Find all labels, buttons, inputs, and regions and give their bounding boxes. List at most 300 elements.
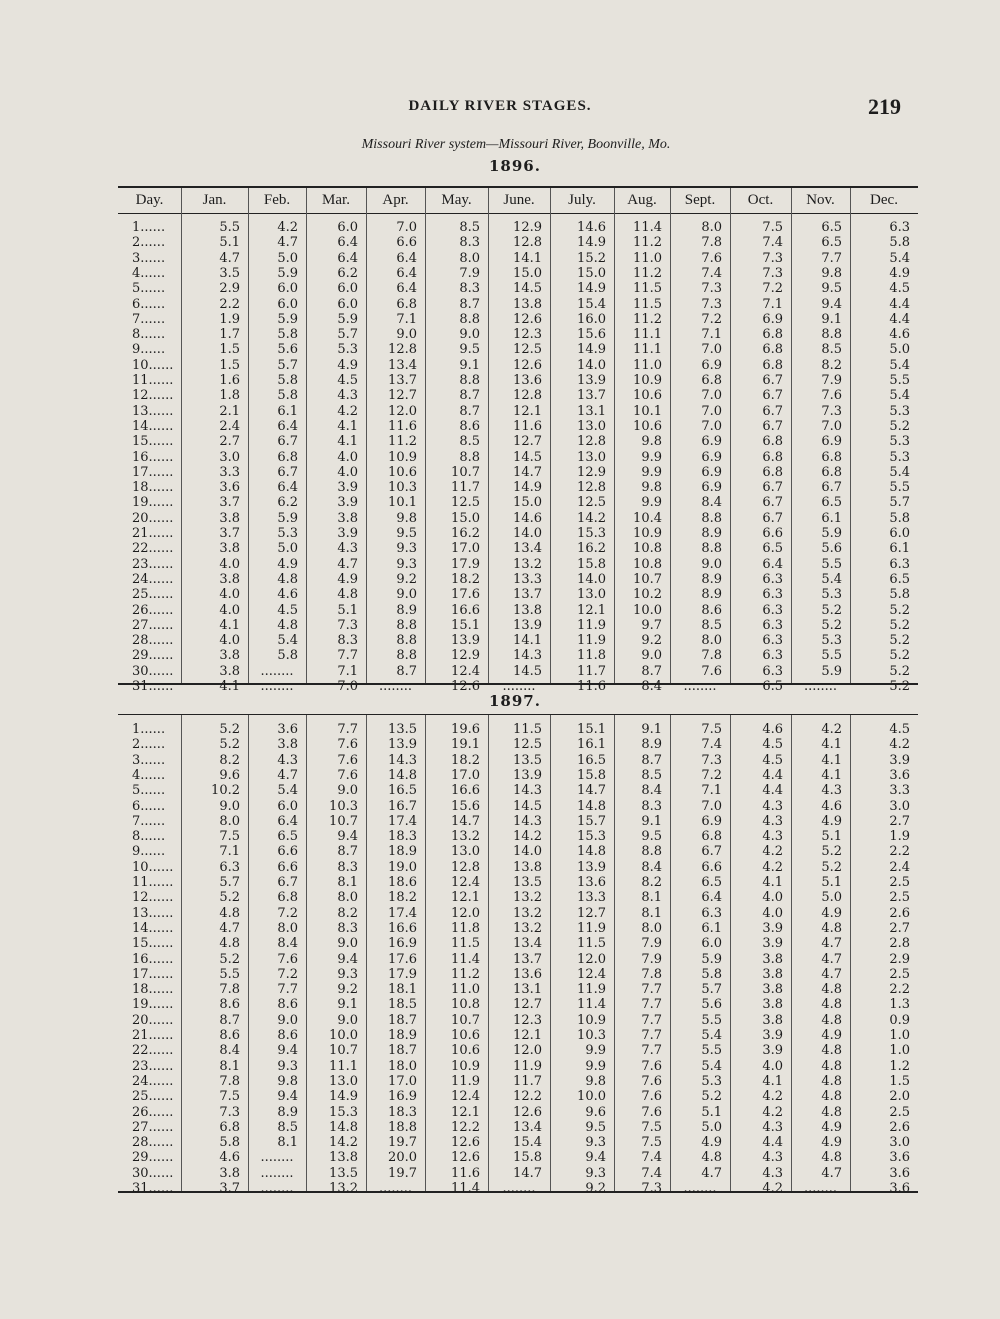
stage-jul: 14.0 [577,571,606,587]
stage-jun: 13.2 [513,556,542,572]
stage-oct: 3.9 [762,1028,783,1043]
stage-jun: 14.5 [513,663,542,679]
stage-jun: 12.8 [513,388,542,404]
stage-apr: 8.8 [396,617,417,633]
stage-nov: 4.1 [821,752,842,768]
stage-jul: 9.3 [585,1135,606,1151]
stage-oct: 6.3 [762,571,783,587]
stage-apr: 10.9 [388,449,417,465]
stage-nov: 8.8 [821,327,842,343]
day-number: 12 [132,388,149,404]
stage-apr: 11.6 [388,418,417,434]
header-may: May. [441,192,472,208]
stage-apr: 16.7 [388,798,417,814]
stage-sep: 7.3 [701,281,722,297]
stage-oct: 7.3 [762,250,783,266]
stage-nov: 4.2 [821,722,842,737]
stage-aug: 7.7 [641,982,662,998]
day-label [132,1120,180,1135]
stage-aug: 11.0 [633,250,662,266]
table-row [118,1150,918,1165]
stage-may: 12.4 [451,1089,480,1105]
stage-apr: 13.7 [388,373,417,388]
stage-nov: 4.8 [821,1150,842,1166]
stage-jun: 12.7 [513,997,542,1013]
stage-jul: 15.1 [577,722,606,737]
stage-dec: 5.4 [889,357,910,373]
stage-sep: 5.6 [701,997,722,1013]
year-heading-1896: 1896. [489,157,541,175]
stage-jul: 14.6 [577,220,606,235]
stage-may: 11.4 [451,951,480,967]
table-row [118,342,918,357]
stage-apr: 18.8 [388,1119,417,1135]
header-day: Day. [135,192,164,208]
stage-jan: 2.7 [219,434,240,450]
stage-jun: 14.5 [513,281,542,297]
stage-apr: 13.5 [388,722,417,737]
stage-aug: 7.3 [641,1181,662,1196]
table-row [118,753,918,768]
stage-jun: 13.2 [513,905,542,921]
day-number: 3 [132,250,141,266]
day-number: 19 [132,495,149,511]
stage-nov: 4.7 [821,951,842,967]
stage-may: 12.2 [451,1119,480,1135]
stage-oct: 4.5 [762,737,783,753]
leader-dots: ...... [140,783,166,799]
day-label [132,297,180,312]
stage-apr: 9.3 [396,556,417,572]
stage-aug: 7.4 [641,1150,662,1166]
stage-jul: 13.9 [577,373,606,388]
stage-jan: 5.5 [219,220,240,235]
leader-dots: ...... [148,1150,174,1166]
stage-apr: 19.0 [388,859,417,875]
day-number: 9 [132,844,141,860]
table-row [118,327,918,342]
stage-may: 16.6 [451,783,480,799]
stage-aug: 8.1 [641,890,662,906]
day-label [132,722,180,737]
stage-sep: 6.9 [701,813,722,829]
stage-jun: 13.7 [513,951,542,967]
stage-jul: 10.9 [577,1012,606,1028]
day-number: 23 [132,556,149,572]
stage-jun: 11.9 [513,1058,542,1074]
stage-sep: 7.0 [701,388,722,404]
stage-mar: 9.0 [337,783,358,799]
stage-nov: 5.2 [821,617,842,633]
stage-aug: 11.5 [633,281,662,297]
stage-mar: 14.2 [329,1135,358,1151]
stage-dec: 5.4 [889,464,910,480]
stage-aug: 11.2 [633,311,662,327]
stage-aug: 7.4 [641,1165,662,1181]
day-label [132,1150,180,1165]
stage-jul: 11.9 [577,633,606,649]
leader-dots: ...... [148,587,174,603]
stage-jun: 14.5 [513,798,542,814]
leader-dots: ...... [140,235,166,251]
stage-aug: 7.6 [641,1089,662,1105]
stage-aug: 7.7 [641,997,662,1013]
table-row [118,890,918,905]
stage-aug: 7.5 [641,1135,662,1151]
stage-aug: 10.6 [633,388,662,404]
stage-oct: 6.8 [762,327,783,343]
stage-jan: 3.7 [219,526,240,541]
table-subtitle: Missouri River system—Missouri River, Boonville, Mo. [361,137,671,152]
day-number: 8 [132,829,141,845]
stage-nov: 5.5 [821,648,842,664]
header-nov: Nov. [806,192,835,208]
stage-may: 10.7 [451,464,480,480]
stage-dec: 4.4 [889,296,910,312]
leader-dots: ...... [148,556,174,572]
stage-may: 15.1 [451,617,480,633]
table-row [118,297,918,312]
day-number: 3 [132,752,141,768]
leader-dots: ...... [148,1058,174,1074]
stage-aug: 7.5 [641,1119,662,1135]
stage-mar: 10.0 [329,1028,358,1043]
stage-aug: 10.9 [633,526,662,541]
stage-sep: 6.4 [701,890,722,906]
stage-nov: 4.8 [821,1104,842,1120]
day-label [132,235,180,250]
day-number: 2 [132,737,141,753]
header-jul: July. [568,192,596,208]
stage-feb: 6.8 [277,449,298,465]
day-number: 17 [132,966,149,982]
stage-dec: 4.5 [889,281,910,297]
table-row [118,587,918,602]
day-label [132,220,180,235]
leader-dots: ...... [148,510,174,526]
table-row [118,906,918,921]
leader-dots: ...... [140,722,166,737]
stage-mar: 8.3 [337,859,358,875]
stage-dec: 3.6 [889,767,910,783]
stage-sep: 7.6 [701,250,722,266]
stage-feb: 4.7 [277,235,298,251]
stage-oct: 7.2 [762,281,783,297]
stage-jan: 2.9 [219,281,240,297]
stage-jan: 1.5 [219,342,240,358]
stage-nov: 4.9 [821,1028,842,1043]
stage-jul: 14.7 [577,783,606,799]
stage-sep: 8.4 [701,495,722,511]
stage-apr: 17.0 [388,1073,417,1089]
stage-jan: 4.0 [219,587,240,603]
stage-dec: 2.5 [889,1104,910,1120]
stage-may: 17.0 [451,541,480,557]
stage-jul: 9.9 [585,1058,606,1074]
stage-aug: 10.0 [633,602,662,618]
stage-jan: 4.0 [219,602,240,618]
stage-nov: 5.9 [821,663,842,679]
table-row [118,603,918,618]
stage-jul: 14.9 [577,281,606,297]
stage-mar: 6.2 [337,265,358,281]
stage-apr: 20.0 [388,1150,417,1166]
day-number: 10 [132,859,149,875]
stage-dec: 2.6 [889,1119,910,1135]
day-number: 29 [132,1150,149,1166]
stage-nov: 5.9 [821,526,842,541]
stage-nov: 4.9 [821,1135,842,1151]
stage-jan: 4.1 [219,679,240,694]
stage-apr: 6.4 [396,265,417,281]
stage-feb: 4.6 [277,587,298,603]
stage-jul: 13.7 [577,388,606,404]
stage-nov: 4.8 [821,920,842,936]
stage-nov: 6.5 [821,235,842,251]
stage-may: 11.9 [451,1073,480,1089]
stage-aug: 10.7 [633,571,662,587]
table-row [118,967,918,982]
stage-mar: 9.0 [337,936,358,952]
stage-sep: 8.9 [701,526,722,541]
stage-feb: 5.3 [277,526,298,541]
table-row [118,1028,918,1043]
blank-marker: ........ [803,679,838,694]
stage-apr: 8.8 [396,633,417,649]
stage-oct: 6.7 [762,373,783,388]
day-number: 19 [132,997,149,1013]
stage-jan: 5.1 [219,235,240,251]
stage-dec: 5.0 [889,342,910,358]
leader-dots: ...... [148,905,174,921]
stage-jan: 3.7 [219,1181,240,1196]
stage-may: 11.7 [451,480,480,496]
stage-nov: 4.9 [821,813,842,829]
stage-mar: 9.1 [337,997,358,1013]
section-1897-top-rule [118,714,918,715]
table-row [118,664,918,679]
stage-aug: 8.2 [641,875,662,890]
stage-apr: 6.4 [396,250,417,266]
stage-aug: 10.4 [633,510,662,526]
stage-oct: 6.3 [762,602,783,618]
stage-apr: 12.0 [388,403,417,419]
stage-may: 10.6 [451,1043,480,1059]
stage-sep: 6.9 [701,480,722,496]
stage-mar: 3.9 [337,495,358,511]
stage-aug: 11.1 [633,327,662,343]
stage-jul: 12.4 [577,966,606,982]
stage-jun: 12.0 [513,1043,542,1059]
stage-feb: 5.9 [277,510,298,526]
page-number: 219 [868,94,901,119]
stage-jul: 13.9 [577,859,606,875]
stage-feb: 9.0 [277,1012,298,1028]
stage-jul: 13.1 [577,403,606,419]
stage-nov: 5.1 [821,829,842,845]
stage-aug: 11.1 [633,342,662,358]
stage-oct: 6.9 [762,311,783,327]
stage-mar: 5.7 [337,327,358,343]
stage-nov: 4.7 [821,936,842,952]
stage-oct: 4.3 [762,1119,783,1135]
stage-feb: 5.9 [277,265,298,281]
leader-dots: ...... [148,373,174,388]
stage-apr: 14.3 [388,752,417,768]
stage-jun: 12.5 [513,342,542,358]
stage-jan: 5.8 [219,1135,240,1151]
stage-nov: 4.1 [821,767,842,783]
day-label [132,266,180,281]
stage-dec: 1.5 [889,1073,910,1089]
table-row [118,1043,918,1058]
stage-mar: 8.3 [337,633,358,649]
day-number: 25 [132,587,149,603]
table-row [118,679,918,694]
stage-may: 8.3 [459,235,480,251]
stage-apr: 12.7 [388,388,417,404]
stage-feb: 6.7 [277,434,298,450]
stage-jan: 9.6 [219,767,240,783]
stage-mar: 10.3 [329,798,358,814]
day-number: 4 [132,265,141,281]
stage-may: 9.0 [459,327,480,343]
stage-jul: 13.3 [577,890,606,906]
table-row [118,557,918,572]
leader-dots: ...... [140,265,166,281]
stage-jun: 14.1 [513,633,542,649]
stage-sep: 8.9 [701,571,722,587]
stage-aug: 8.5 [641,767,662,783]
day-label [132,388,180,403]
stage-apr: 9.0 [396,327,417,343]
stage-sep: 4.9 [701,1135,722,1151]
stage-may: 12.4 [451,663,480,679]
stage-sep: 7.4 [701,737,722,753]
stage-may: 8.8 [459,311,480,327]
table-row [118,618,918,633]
stage-mar: 15.3 [329,1104,358,1120]
stage-feb: 4.7 [277,767,298,783]
stage-jan: 5.2 [219,951,240,967]
stage-mar: 4.8 [337,587,358,603]
stage-dec: 2.4 [889,859,910,875]
stage-jan: 4.0 [219,556,240,572]
day-number: 20 [132,1012,149,1028]
stage-sep: 7.0 [701,418,722,434]
stage-aug: 7.7 [641,1012,662,1028]
stage-jun: 13.9 [513,767,542,783]
stage-sep: 6.1 [701,920,722,936]
stage-dec: 5.3 [889,449,910,465]
day-number: 11 [132,875,149,890]
stage-jul: 15.4 [577,296,606,312]
stage-aug: 8.7 [641,752,662,768]
day-label [132,557,180,572]
stage-mar: 3.9 [337,480,358,496]
table-top-rule [118,186,918,188]
stage-sep: 5.8 [701,966,722,982]
stage-feb: 6.8 [277,890,298,906]
day-number: 26 [132,1104,149,1120]
stage-aug: 11.4 [633,220,662,235]
day-number: 7 [132,813,141,829]
stage-jul: 11.9 [577,982,606,998]
day-label [132,480,180,495]
stage-nov: 5.5 [821,556,842,572]
stage-mar: 6.4 [337,235,358,251]
blank-marker: ........ [502,679,536,694]
day-number: 10 [132,357,149,373]
stage-jul: 15.6 [577,327,606,343]
day-label [132,1105,180,1120]
stage-mar: 4.9 [337,571,358,587]
stage-apr: 10.1 [388,495,417,511]
stage-jun: 12.1 [513,1028,542,1043]
table-row [118,737,918,752]
stage-sep: 7.0 [701,403,722,419]
running-head: DAILY RIVER STAGES. [408,98,592,114]
table-row [118,312,918,327]
day-label [132,327,180,342]
stage-aug: 9.2 [641,633,662,649]
header-oct: Oct. [747,192,774,208]
stage-feb: 5.8 [277,648,298,664]
stage-aug: 11.0 [633,357,662,373]
stage-jan: 6.8 [219,1119,240,1135]
blank-marker: ........ [378,1181,413,1196]
stage-may: 12.9 [451,648,480,664]
stage-aug: 10.6 [633,418,662,434]
stage-jul: 12.7 [577,905,606,921]
leader-dots: ...... [140,281,166,297]
stage-jul: 12.8 [577,480,606,496]
stage-dec: 2.9 [889,951,910,967]
stage-feb: 5.0 [277,250,298,266]
stage-feb: 6.7 [277,464,298,480]
stage-jan: 4.7 [219,250,240,266]
stage-sep: 5.5 [701,1043,722,1059]
stage-jan: 3.5 [219,265,240,281]
stage-aug: 7.6 [641,1058,662,1074]
stage-aug: 9.1 [641,722,662,737]
table-row [118,1059,918,1074]
blank-marker: ........ [683,679,717,694]
stage-apr: 7.1 [396,311,417,327]
stage-apr: 8.7 [396,663,417,679]
stage-mar: 4.0 [337,464,358,480]
day-label [132,511,180,526]
stage-apr: 9.5 [396,526,417,541]
stage-mar: 3.8 [337,510,358,526]
stage-may: 16.6 [451,602,480,618]
stage-oct: 3.8 [762,982,783,998]
stage-jun: 14.3 [513,813,542,829]
stage-may: 18.2 [451,571,480,587]
stage-feb: 6.1 [277,403,298,419]
leader-dots: ...... [140,813,166,829]
stage-apr: 12.8 [388,342,417,358]
stage-may: 8.5 [459,220,480,235]
leader-dots: ...... [148,1104,174,1120]
stage-apr: 9.3 [396,541,417,557]
day-number: 7 [132,311,141,327]
stage-aug: 8.3 [641,798,662,814]
stage-oct: 6.7 [762,403,783,419]
day-label [132,526,180,541]
stage-feb: 4.2 [277,220,298,235]
stage-nov: 4.6 [821,798,842,814]
